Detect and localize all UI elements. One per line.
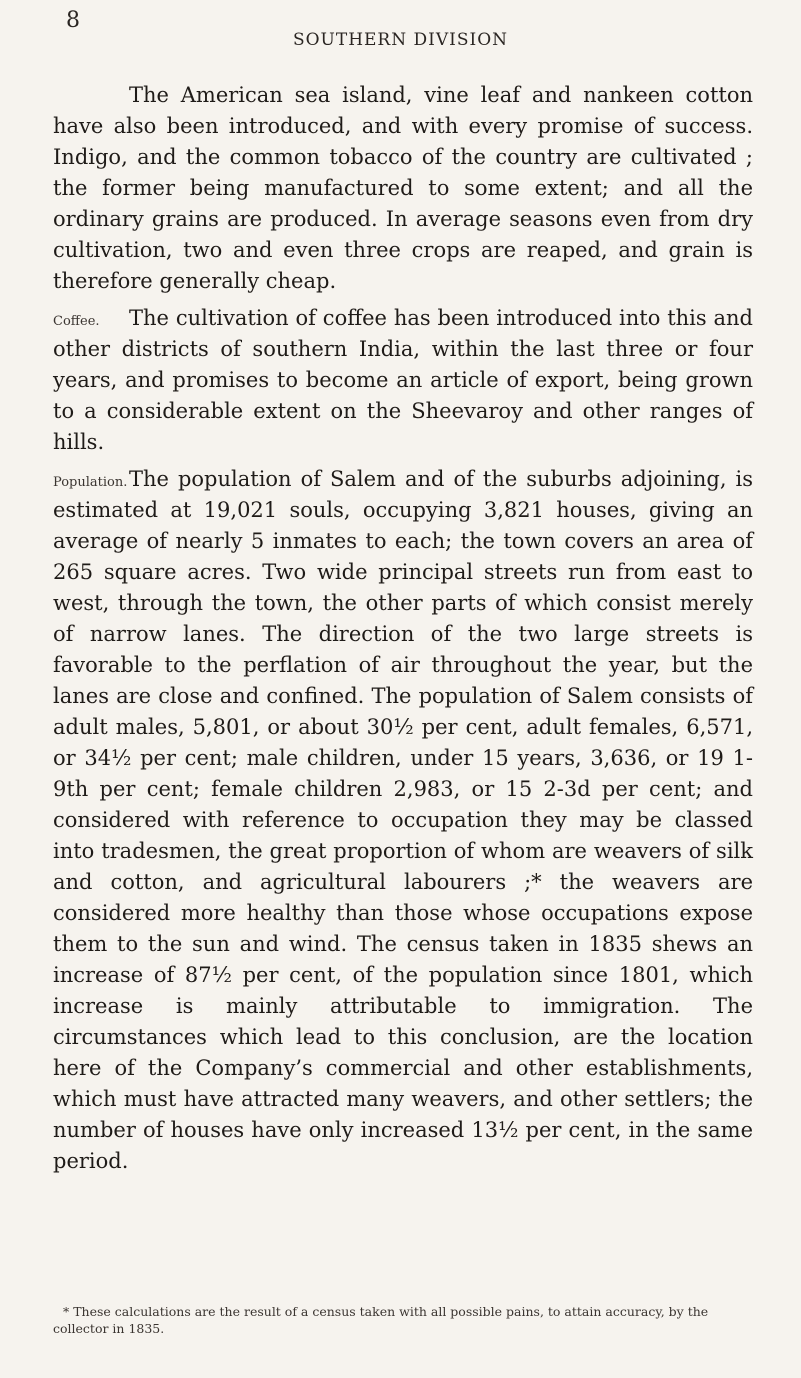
paragraph-text: The cultivation of coffee has been introduced into this and other districts of southern India, within the last three or four years, and promises to become an article of export, being grown to a considerable extent on the Sheevaroy and other ranges of hills.: [53, 306, 753, 454]
paragraph-text: The American sea island, vine leaf and nankeen cotton have also been introduced, and with every promise of success. Indigo, and the common tobacco of the country are cultivated ; the former being manufactured to some extent; and all the ordinary grains are produced. In average seasons even from dry cultivation, two and even three crops are reaped, and grain is therefore generally cheap.: [53, 83, 753, 293]
footnote-text: * These calculations are the result of a census taken with all possible pains, to attain accuracy, by the collector in 1835.: [53, 1304, 709, 1336]
paragraph-population: [53, 464, 753, 1177]
paragraph-text: The population of Salem and of the suburbs adjoining, is estimated at 19,021 souls, occupying 3,821 houses, giving an average of nearly 5 inmates to each; the town covers an area of 265 square acres. Two wide principal streets run from east to west, through the town, the other parts of which consist merely of narrow lanes. The direction of the two large streets is favorable to the perflation of air throughout the year, but the lanes are close and confined. The population of Salem consists of adult males, 5,801, or about 30½ per cent, adult females, 6,571, or 34½ per cent; male children, under 15 years, 3,636, or 19 1-9th per cent; female children 2,983, or 15 2-3d per cent; and considered with reference to occupation they may be classed into tradesmen, the great proportion of whom are weavers of silk and cotton, and agricultural labourers ;* the weavers are considered more healthy than those whose occupations expose them to the sun and wind. The census taken in 1835 shews an increase of 87½ per cent, of the population since 1801, which increase is mainly attributable to immigration. The circumstances which lead to this conclusion, are the location here of the Company’s commercial and other establishments, which must have attracted many weavers, and other settlers; the number of houses have only increased 13½ per cent, in the same period.: [53, 467, 753, 1173]
side-heading-coffee: Coffee.: [53, 314, 100, 329]
paragraph-coffee: [53, 303, 753, 458]
body-text: [53, 80, 753, 1177]
side-heading-population: Population.: [53, 475, 128, 490]
footnote: [53, 1303, 753, 1337]
running-head: SOUTHERN DIVISION: [292, 30, 509, 50]
paragraph-cotton: [53, 80, 753, 297]
page-number: 8: [66, 8, 80, 33]
